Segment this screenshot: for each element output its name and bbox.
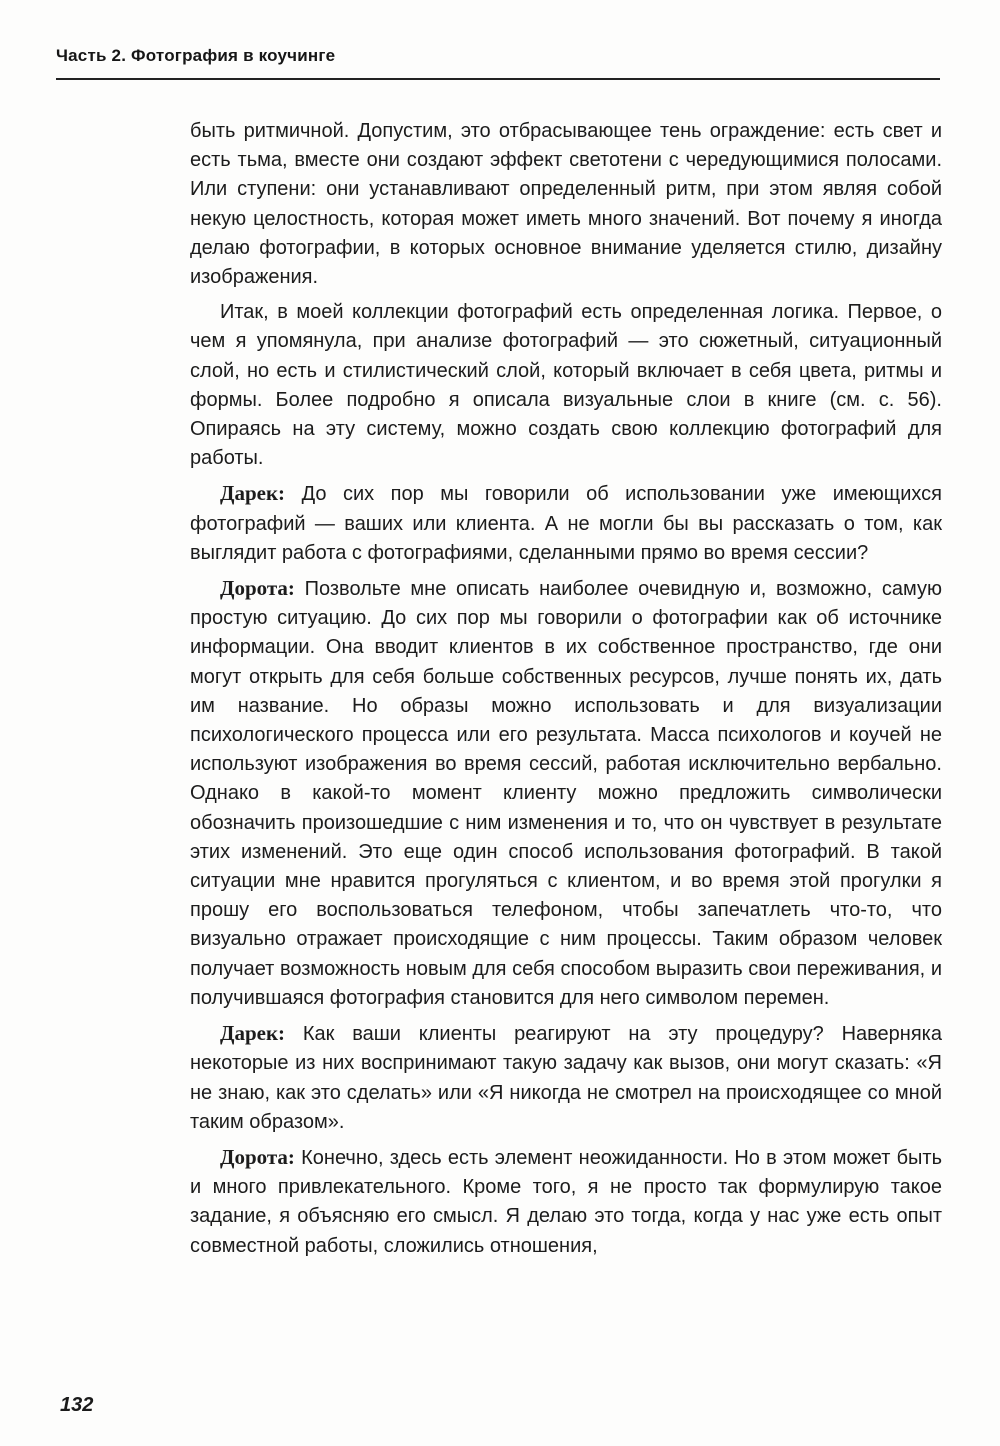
paragraph xyxy=(190,298,942,473)
header-rule xyxy=(56,78,940,80)
running-head: Часть 2. Фотография в коучинге xyxy=(56,46,336,65)
paragraph-text: До сих пор мы говорили об использовании уже имеющихся фотографий — ваших или клиента. А не могли бы вы рассказать о том, как выглядит работа с фотографиями, сделанными прямо во время сессии? xyxy=(190,483,942,564)
paragraph xyxy=(190,117,942,292)
dialogue-paragraph xyxy=(190,479,942,568)
page-number: 132 xyxy=(60,1394,94,1416)
paragraph-text: Итак, в моей коллекции фотографий есть определенная логика. Первое, о чем я упомянула, при анализе фотографий — это сюжетный, ситуационный слой, но есть и стилистический слой, который включает в себя цвета, ритмы и формы. Более подробно я описала визуальные слои в книге (см. с. 56). Опираясь на эту систему, можно создать свою коллекцию фотографий для работы. xyxy=(190,301,942,470)
speaker-name: Дарек: xyxy=(220,481,286,506)
speaker-name: Дарек: xyxy=(220,1021,286,1046)
paragraph-text: Позвольте мне описать наиболее очевидную и, возможно, самую простую ситуацию. До сих пор мы говорили о фотографии как об источнике информации. Она вводит клиентов в их собственное пространство, где они могут открыть для себя больше собственных ресурсов, лучше понять их, дать им название. Но образы можно использовать и для визуализации психологического процесса или его результата. Масса психологов и коучей не используют изображения во время сессий, работая исключительно вербально. Однако в какой-то момент клиенту можно предложить символически обозначить произошедшие с ним изменения и то, что он чувствует в результате этих изменений. Это еще один способ использования фотографий. В такой ситуации мне нравится прогуляться с клиентом, и во время этой прогулки я прошу его воспользоваться телефоном, чтобы запечатлеть что-то, что визуально отражает происходящие с ним процессы. Таким образом человек получает возможность новым для себя способом выразить свои переживания, и получившаяся фотография становится для него символом перемен. xyxy=(190,578,942,1009)
speaker-name: Дорота: xyxy=(220,576,295,601)
speaker-name: Дорота: xyxy=(220,1144,295,1169)
paragraph-text: Конечно, здесь есть элемент неожиданности. Но в этом может быть и много привлекательного. Кроме того, я не просто так формулирую такое задание, я объясняю его смысл. Я делаю это тогда, когда у нас уже есть опыт совместной работы, сложились отношения, xyxy=(190,1146,942,1257)
dialogue-paragraph xyxy=(190,574,942,1013)
paragraph-text: Как ваши клиенты реагируют на эту процедуру? Наверняка некоторые из них воспринимают такую задачу как вызов, они могут сказать: «Я не знаю, как это сделать» или «Я никогда не смотрел на происходящее со мной таким образом». xyxy=(190,1023,942,1133)
dialogue-paragraph xyxy=(190,1019,942,1137)
dialogue-paragraph xyxy=(190,1143,942,1261)
body-text xyxy=(190,117,942,1267)
paragraph-text: быть ритмичной. Допустим, это отбрасывающее тень ограждение: есть свет и есть тьма, вместе они создают эффект светотени с чередующимися полосами. Или ступени: они устанавливают определенный ритм, при этом являя собой некую целостность, которая может иметь много значений. Вот почему я иногда делаю фотографии, в которых основное внимание уделяется стилю, дизайну изображения. xyxy=(190,120,942,289)
